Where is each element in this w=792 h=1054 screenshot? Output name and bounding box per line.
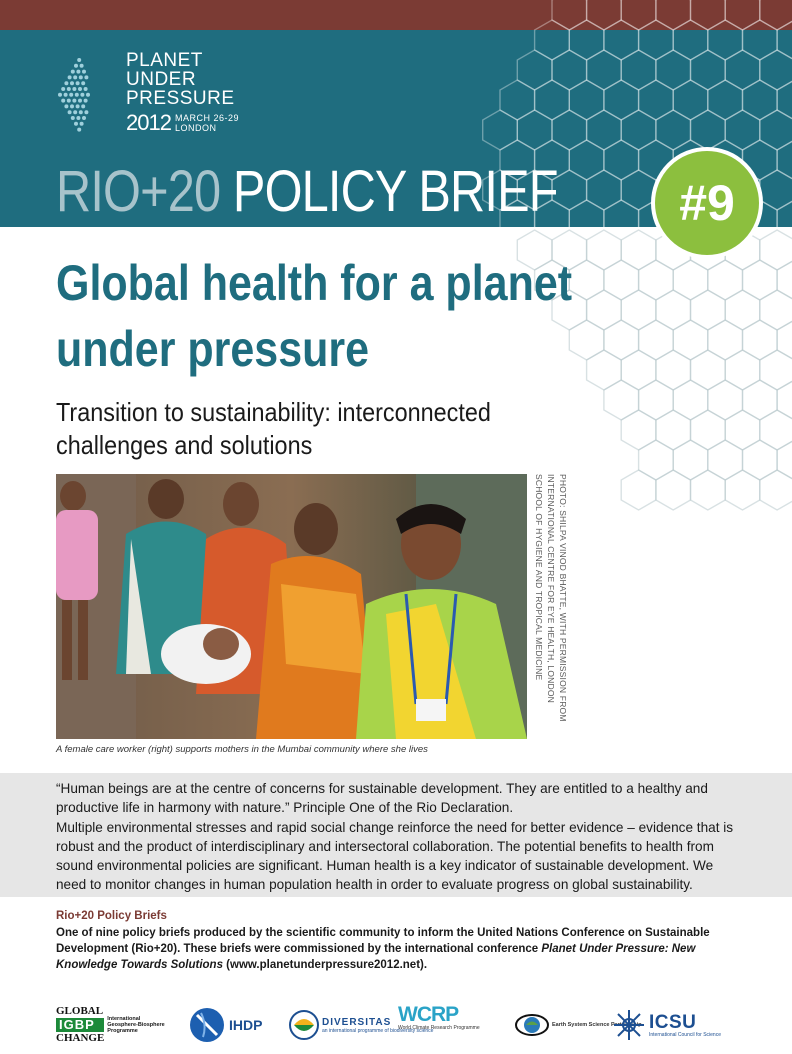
hexagon-shape [656, 470, 691, 510]
page-title-line: under pressure [56, 321, 370, 377]
top-stripe [0, 0, 792, 30]
logo-dot [73, 75, 77, 79]
logo-dot [68, 110, 72, 114]
policy-briefs-text-part: One of nine policy briefs produced by the scientific community to inform the United Nations Conference on Sustainable Development (Rio+20). These briefs were commissioned by the international conference [56, 927, 710, 955]
igbp-mid: IGBP [56, 1018, 104, 1032]
logo-dot [70, 81, 74, 85]
hexagon-shape [708, 260, 743, 300]
icsu-star-icon [612, 1008, 646, 1042]
brief-number-badge: #9 [651, 147, 763, 259]
logo-dot [79, 110, 83, 114]
logo-dot [77, 128, 81, 132]
diversitas-description: an international programme of biodiversity science [322, 1027, 434, 1034]
diversitas-name: DIVERSITAS [322, 1016, 392, 1028]
logo-dot [76, 116, 80, 120]
conference-dates: MARCH 26-29 [174, 113, 239, 123]
photo-credit [529, 474, 569, 742]
policy-briefs-text [56, 925, 746, 973]
hexagon-shape [725, 410, 760, 450]
hexagon-shape [691, 350, 726, 390]
ihdp-name: IHDP [229, 1017, 263, 1033]
brief-prefix: RIO+20 [56, 159, 221, 224]
page-title-line: Global health for a planet [56, 255, 573, 311]
page-subtitle-line: Transition to sustainability: interconnected [56, 397, 491, 427]
hexagon-shape [639, 260, 674, 300]
hexagon-shape [760, 350, 792, 390]
hexagon-shape [569, 320, 604, 360]
igbp-logo [56, 1003, 171, 1047]
logo-dot [81, 81, 85, 85]
logo-dot [69, 93, 73, 97]
conference-full-title: Planet Under Pressure: New Knowledge Towards Solutions [56, 943, 696, 971]
planet-under-pressure-logo [56, 56, 106, 134]
hexagon-shape [691, 290, 726, 330]
logo-dot [74, 64, 78, 68]
hexagon-shape [777, 320, 792, 360]
hexagon-shape [673, 260, 708, 300]
hexagon-shape [673, 380, 708, 420]
igbp-description: International Geosphere-Biosphere Programme [107, 1016, 165, 1034]
ihdp-logo [189, 1003, 262, 1047]
logo-dot [86, 93, 90, 97]
page-subtitle [56, 396, 524, 462]
logo-dot [76, 70, 80, 74]
conference-name-line: PLANET [126, 50, 203, 71]
logo-dot [81, 104, 85, 108]
logo-dot [64, 93, 68, 97]
conference-name-line: PRESSURE [126, 88, 235, 109]
icsu-name: ICSU [649, 1012, 697, 1033]
hexagon-shape [621, 410, 656, 450]
logo-dot [76, 104, 80, 108]
wcrp-name: WCRP [398, 1003, 459, 1026]
hexagon-shape [760, 470, 792, 510]
hexagon-shape [673, 320, 708, 360]
logo-dot [74, 122, 78, 126]
hexagon-shape [621, 290, 656, 330]
logo-dot [84, 99, 88, 103]
logo-dot [84, 87, 88, 91]
logo-dot [58, 93, 62, 97]
hexagon-shape [743, 380, 778, 420]
hexagon-shape [604, 260, 639, 300]
hexagon-shape [621, 470, 656, 510]
logo-dot [82, 70, 86, 74]
brief-label: POLICY BRIEF [232, 159, 558, 224]
photo-credit-text: PHOTO: SHILPA VINOD BHATTE, WITH PERMISSION FROM INTERNATIONAL CENTRE FOR EYE HEALTH, LONDON SCHOOL OF HYGIENE AND TROPICAL MEDICINE [534, 474, 568, 722]
hexagon-shape [569, 260, 604, 300]
logo-dot [61, 99, 65, 103]
logo-dot [78, 87, 82, 91]
icsu-logo [612, 1003, 721, 1047]
logo-dot [64, 104, 68, 108]
logo-dot [80, 64, 84, 68]
brief-series-title [56, 160, 558, 224]
logo-dot [76, 81, 80, 85]
logo-dot [61, 87, 65, 91]
care-worker-photo [56, 474, 527, 739]
page-title [56, 250, 573, 382]
hexagon-shape [621, 230, 656, 270]
logo-dot [84, 75, 88, 79]
hexagon-shape [656, 350, 691, 390]
page-subtitle-line: challenges and solutions [56, 430, 313, 460]
logo-dot [79, 75, 83, 79]
logo-dot [67, 87, 71, 91]
policy-briefs-heading: Rio+20 Policy Briefs [56, 910, 167, 922]
hexagon-shape [604, 320, 639, 360]
hexagon-shape [587, 290, 622, 330]
hexagon-shape [777, 260, 792, 300]
hexagon-shape [743, 440, 778, 480]
hexagon-shape [656, 410, 691, 450]
hexagon-shape [777, 440, 792, 480]
logo-dot [72, 99, 76, 103]
logo-dot [82, 116, 86, 120]
conference-city: LONDON [174, 123, 217, 133]
rio-declaration-quote: “Human beings are at the centre of concerns for sustainable development. They are entitled to a healthy and productive life in harmony with nature.” Principle One of the Rio Declaration. [56, 781, 708, 815]
conference-name [126, 51, 235, 108]
logo-dot [80, 93, 84, 97]
logo-dot [72, 87, 76, 91]
logo-dot [71, 70, 75, 74]
hexagon-shape [691, 470, 726, 510]
logo-dot [84, 110, 88, 114]
hexagon-shape [708, 320, 743, 360]
logo-dot [77, 58, 81, 62]
hexagon-shape [587, 230, 622, 270]
logo-dot [73, 110, 77, 114]
logo-dot [71, 116, 75, 120]
hexagon-shape [743, 320, 778, 360]
hexagon-shape [587, 350, 622, 390]
hexagon-shape [725, 290, 760, 330]
conference-name-line: UNDER [126, 69, 197, 90]
summary-paragraph: Multiple environmental stresses and rapid social change reinforce the need for better evidence – evidence that is robust and the product of interdisciplinary and intersectoral collaboration. The potential benefits to health from sound environmental policies are significant. Human health is a key indicator of sustainable development. We need to monitor changes in human population health in order to evaluate progress on global sustainability. [56, 820, 734, 892]
igbp-bottom: CHANGE [56, 1032, 105, 1044]
hexagon-shape [725, 350, 760, 390]
logo-dot [68, 75, 72, 79]
hexagon-shape [604, 380, 639, 420]
hexagon-shape [708, 440, 743, 480]
hexagon-shape [639, 380, 674, 420]
hexagon-shape [691, 410, 726, 450]
hexagon-shape [760, 290, 792, 330]
wcrp-description: World Climate Research Programme [398, 1025, 480, 1031]
hexagon-shape [621, 350, 656, 390]
policy-briefs-text-part: (www.planetunderpressure2012.net). [222, 959, 428, 971]
conference-year: 2012 [126, 110, 171, 135]
photo-caption: A female care worker (right) supports mothers in the Mumbai community where she lives [56, 744, 428, 755]
logo-dot [75, 93, 79, 97]
hexagon-shape [708, 380, 743, 420]
icsu-description: International Council for Science [649, 1032, 721, 1038]
hexagon-shape [673, 440, 708, 480]
wcrp-logo [398, 1003, 480, 1047]
hexagon-shape [639, 320, 674, 360]
essp-description: Earth System Science Partnership [552, 1022, 642, 1028]
hexagon-shape [760, 410, 792, 450]
hexagon-shape [743, 260, 778, 300]
logo-dot [70, 104, 74, 108]
logo-dot [67, 99, 71, 103]
diversitas-emblem-icon [288, 1009, 320, 1041]
hexagon-shape [777, 380, 792, 420]
ihdp-globe-icon [189, 1007, 225, 1043]
logo-dot [78, 99, 82, 103]
conference-date [126, 110, 239, 136]
logo-dot [80, 122, 84, 126]
logo-dot [64, 81, 68, 85]
hexagon-shape [725, 470, 760, 510]
hexagon-shape [656, 290, 691, 330]
essp-globe-icon [514, 1010, 550, 1040]
hexagon-shape [760, 230, 792, 270]
igbp-top: GLOBAL [56, 1005, 104, 1017]
hexagon-shape [639, 440, 674, 480]
